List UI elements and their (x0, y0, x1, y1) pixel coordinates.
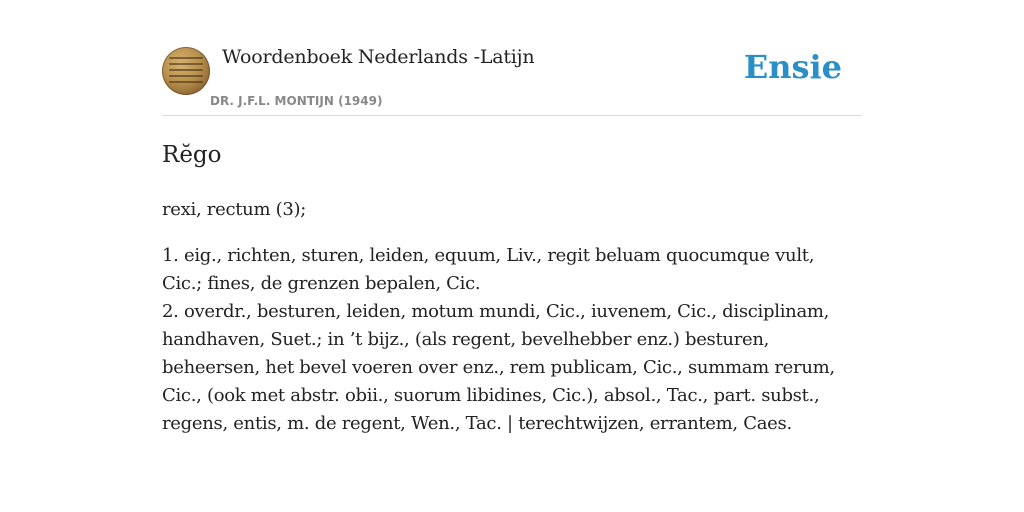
entry-meaning-1: 1. eig., richten, sturen, leiden, equum, Liv., regit beluam quocumque vult, Cic.; fines, de grenzen bepalen, Cic. (162, 245, 815, 294)
dictionary-entry (162, 140, 852, 456)
entry-title: Rĕgo (162, 142, 222, 168)
ensie-logo-link[interactable]: Ensie (743, 48, 842, 86)
page (162, 0, 862, 512)
logo-engraving (169, 57, 203, 87)
entry-meaning-2: 2. overdr., besturen, leiden, motum mundi, Cic., iuvenem, Cic., disciplinam, handhaven, Suet.; in ’t bijz., (als regent, bevelhebber enz.) besturen, beheersen, het bevel voeren over enz., rem publicam, Cic., summam rerum, Cic., (ook met abstr. obii., suorum libidines, Cic.), absol., Tac., part. subst., regens, entis, m. de regent, Wen., Tac. | terechtwijzen, errantem, Caes. (162, 301, 835, 434)
header-divider (162, 115, 862, 116)
entry-forms: rexi, rectum (3); (162, 199, 307, 220)
book-author: DR. J.F.L. MONTIJN (1949) (210, 94, 383, 108)
coin-seal-logo-icon[interactable] (162, 47, 210, 95)
book-title[interactable]: Woordenboek Nederlands -Latijn (222, 46, 535, 68)
header (162, 46, 862, 116)
